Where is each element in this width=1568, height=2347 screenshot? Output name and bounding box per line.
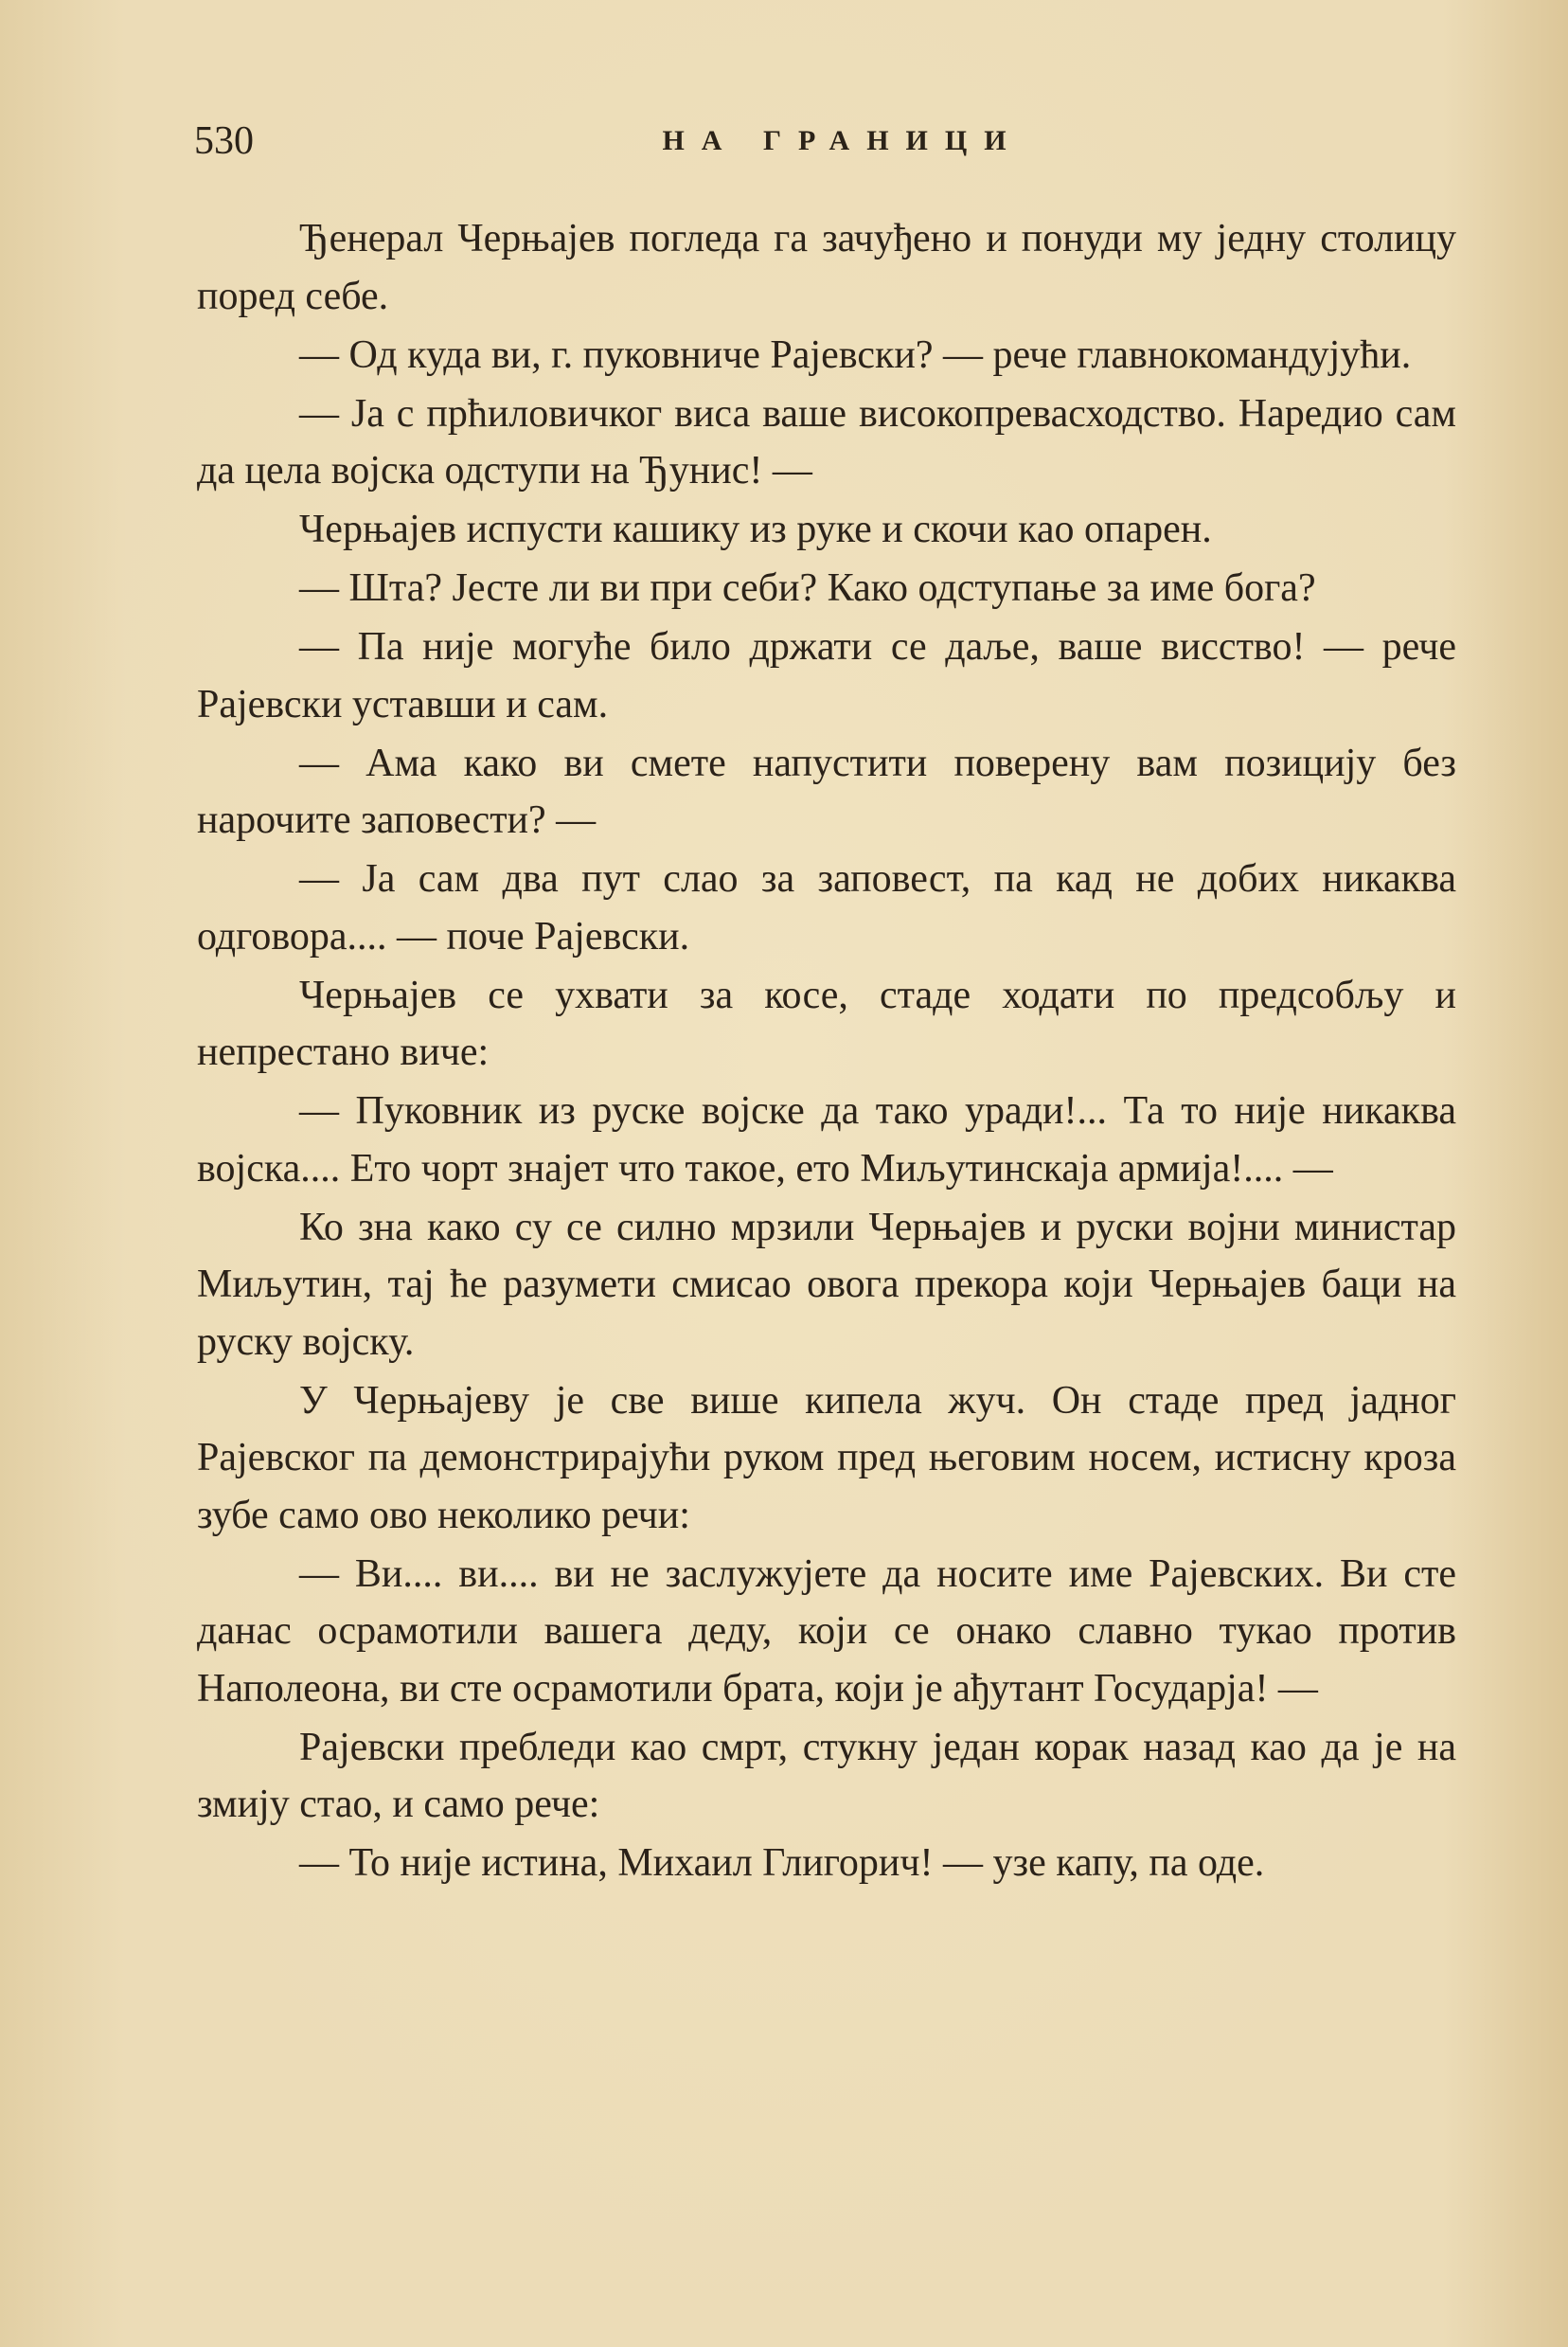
paragraph: Ђенерал Черњајев погледа га зачуђено и понуди му једну столицу поред себе.: [197, 217, 1456, 318]
paragraph: Черњајев испусти кашику из руке и скочи као опарен.: [299, 508, 1212, 551]
paragraph: У Черњајеву је све више кипела жуч. Он стаде пред јадног Рајевског па демонстрирајући руком пред његовим носем, истисну кроза зубе само ово неколико речи:: [197, 1378, 1456, 1537]
paragraph: — Пуковник из руске војске да тако уради!... Та то није никаква војска.... Ето чорт знајет что такое, ето Миљутинскаја армија!.... —: [197, 1089, 1456, 1191]
body-text: [197, 210, 1456, 1893]
paragraph: — То није истина, Михаил Глигорич! — узе капу, па оде.: [299, 1841, 1265, 1885]
running-title: НА ГРАНИЦИ: [662, 125, 1024, 156]
paragraph: — Ви.... ви.... ви не заслужујете да носите име Рајевских. Ви сте данас осрамотили вашега деду, који се онако славно тукао против Наполеона, ви сте осрамотили брата, који је ађутант Государја! —: [197, 1551, 1456, 1711]
paragraph: Ко зна како су се силно мрзили Черњајев и руски војни министар Миљутин, тај ће разумети смисао овога прекора који Черњајев баци на руску војску.: [197, 1205, 1456, 1364]
page-number: 530: [194, 119, 254, 163]
paragraph: — Ја с прћиловичког виса ваше високопревасходство. Наредио сам да цела војска одступи на Ђунис! —: [197, 391, 1456, 493]
paragraph: Черњајев се ухвати за косе, стаде ходати по предсобљу и непрестано виче:: [197, 973, 1456, 1074]
running-head: [194, 117, 1453, 165]
paragraph: — Па није могуће било држати се даље, ваше висство! — рече Рајевски уставши и сам.: [197, 625, 1456, 726]
paragraph: — Ама како ви смете напустити поверену вам позицију без нарочите заповести? —: [197, 741, 1456, 842]
paragraph: Рајевски пребледи као смрт, стукну један корак назад као да је на змију стао, и само рече:: [197, 1725, 1456, 1826]
paragraph: — Ја сам два пут слао за заповест, па кад не добих никаква одговора.... — поче Рајевски.: [197, 857, 1456, 959]
paragraph: — Шта? Јесте ли ви при себи? Како одступање за име бога?: [299, 566, 1316, 610]
paragraph: — Од куда ви, г. пуковниче Рајевски? — рече главнокомандујући.: [299, 332, 1412, 377]
